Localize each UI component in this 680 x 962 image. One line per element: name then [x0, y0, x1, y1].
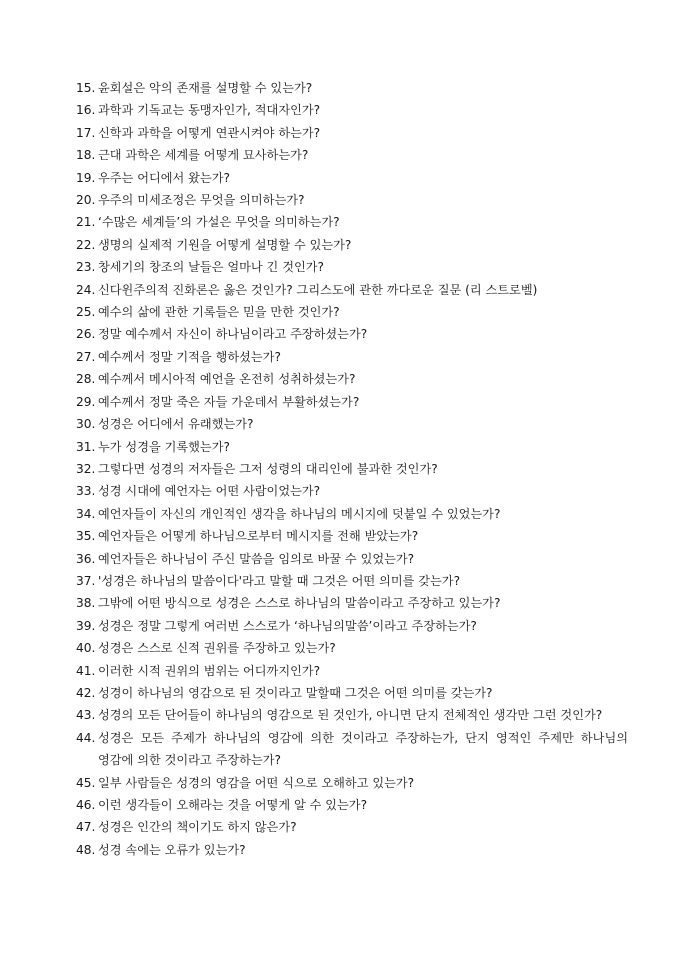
list-item	[76, 839, 628, 861]
question-number: 24.	[76, 282, 96, 297]
question-text: 창세기의 창조의 날들은 얼마나 긴 것인가?	[98, 260, 324, 275]
question-text: 누가 성경을 기록했는가?	[98, 439, 230, 454]
list-item	[76, 727, 628, 772]
list-item	[76, 592, 628, 614]
question-number: 43.	[76, 708, 96, 723]
question-text: 신학과 과학을 어떻게 연관시켜야 하는가?	[98, 125, 321, 140]
list-item	[76, 211, 628, 233]
question-text: 성경은 정말 그렇게 여러번 스스로가 ‘하나님의말씀’이라고 주장하는가?	[98, 618, 477, 633]
list-item	[76, 480, 628, 502]
question-text: 근대 과학은 세계를 어떻게 묘사하는가?	[98, 148, 309, 163]
question-number: 47.	[76, 820, 96, 835]
question-number: 33.	[76, 484, 96, 499]
list-item	[76, 77, 628, 99]
question-text: 성경이 하나님의 영감으로 된 것이라고 말할때 그것은 어떤 의미를 갖는가?	[98, 685, 493, 700]
question-number: 45.	[76, 775, 96, 790]
question-text: 예언자들은 하나님이 주신 말씀을 임의로 바꿀 수 있었는가?	[98, 551, 415, 566]
question-text: 성경의 모든 단어들이 하나님의 영감으로 된 것인가, 아니면 단지 전체적인 생각만 그런 것인가?	[98, 708, 603, 723]
question-text: 성경은 스스로 신적 권위를 주장하고 있는가?	[98, 641, 336, 656]
list-item	[76, 413, 628, 435]
list-item	[76, 256, 628, 278]
question-text: 일부 사람들은 성경의 영감을 어떤 식으로 오해하고 있는가?	[98, 775, 415, 790]
question-number: 38.	[76, 596, 96, 611]
question-number: 22.	[76, 237, 96, 252]
question-number: 15.	[76, 81, 96, 95]
list-item	[76, 682, 628, 704]
question-number: 17.	[76, 125, 96, 140]
question-text: ‘수많은 세계들’의 가설은 무엇을 의미하는가?	[98, 215, 340, 230]
list-item	[76, 99, 628, 121]
question-text: 예언자들이 자신의 개인적인 생각을 하나님의 메시지에 덧붙일 수 있었는가?	[98, 506, 501, 521]
list-item	[76, 144, 628, 166]
question-number: 39.	[76, 618, 96, 633]
question-number: 31.	[76, 439, 96, 454]
list-item	[76, 660, 628, 682]
list-item	[76, 234, 628, 256]
list-item	[76, 122, 628, 144]
list-item	[76, 548, 628, 570]
question-number: 48.	[76, 842, 96, 857]
list-item	[76, 301, 628, 323]
question-text: 그렇다면 성경의 저자들은 그저 성령의 대리인에 불과한 것인가?	[98, 461, 438, 476]
question-number: 16.	[76, 103, 96, 118]
list-item	[76, 167, 628, 189]
question-number: 35.	[76, 529, 96, 544]
question-text: 윤회설은 악의 존재를 설명할 수 있는가?	[98, 81, 313, 95]
question-text: 이러한 시적 권위의 범위는 어디까지인가?	[98, 663, 321, 678]
question-number: 26.	[76, 327, 96, 342]
list-item	[76, 346, 628, 368]
list-item	[76, 458, 628, 480]
question-text: 신다윈주의적 진화론은 옳은 것인가? 그리스도에 관한 까다로운 질문 (리 스트로벨)	[98, 282, 538, 297]
list-item	[76, 570, 628, 592]
question-text: 성경은 어디에서 유래했는가?	[98, 417, 254, 432]
list-item	[76, 503, 628, 525]
question-number: 46.	[76, 798, 96, 812]
list-item	[76, 794, 628, 816]
question-list	[76, 77, 628, 861]
question-number: 34.	[76, 506, 96, 521]
list-item	[76, 615, 628, 637]
question-text: 성경 시대에 예언자는 어떤 사람이었는가?	[98, 484, 321, 499]
question-number: 32.	[76, 461, 96, 476]
question-text: 예수의 삶에 관한 기록들은 믿을 만한 것인가?	[98, 305, 340, 320]
question-text: 정말 예수께서 자신이 하나님이라고 주장하셨는가?	[98, 327, 368, 342]
list-item	[76, 816, 628, 838]
question-number: 41.	[76, 663, 96, 678]
question-text: 생명의 실제적 기원을 어떻게 설명할 수 있는가?	[98, 237, 352, 252]
question-number: 44.	[76, 730, 96, 745]
question-number: 21.	[76, 215, 96, 230]
question-number: 19.	[76, 170, 96, 185]
list-item	[76, 368, 628, 390]
question-text: 예수께서 정말 죽은 자들 가운데서 부활하셨는가?	[98, 394, 360, 409]
question-number: 23.	[76, 260, 96, 275]
question-number: 25.	[76, 305, 96, 320]
question-text: 이런 생각들이 오해라는 것을 어떻게 알 수 있는가?	[98, 798, 368, 812]
question-text: '성경은 하나님의 말씀이다'라고 말할 때 그것은 어떤 의미를 갖는가?	[98, 573, 461, 588]
question-text: 예수께서 메시아적 예언을 온전히 성취하셨는가?	[98, 372, 356, 387]
list-item	[76, 637, 628, 659]
question-number: 28.	[76, 372, 96, 387]
list-item	[76, 391, 628, 413]
list-item	[76, 189, 628, 211]
question-text: 성경 속에는 오류가 있는가?	[98, 842, 246, 857]
question-text: 예언자들은 어떻게 하나님으로부터 메시지를 전해 받았는가?	[98, 529, 419, 544]
question-text: 과학과 기독교는 동맹자인가, 적대자인가?	[98, 103, 321, 118]
question-text: 성경은 인간의 책이기도 하지 않은가?	[98, 820, 297, 835]
list-item	[76, 279, 628, 301]
question-text: 성경은 모든 주제가 하나님의 영감에 의한 것이라고 주장하는가, 단지 영적인 주제만 하나님의 영감에 의한 것이라고 주장하는가?	[98, 730, 628, 768]
question-number: 42.	[76, 685, 96, 700]
question-text: 우주는 어디에서 왔는가?	[98, 170, 230, 185]
question-text: 예수께서 정말 기적을 행하셨는가?	[98, 349, 281, 364]
question-number: 18.	[76, 148, 96, 163]
question-text: 우주의 미세조정은 무엇을 의미하는가?	[98, 193, 305, 208]
list-item	[76, 772, 628, 794]
list-item	[76, 436, 628, 458]
question-number: 29.	[76, 394, 96, 409]
question-number: 36.	[76, 551, 96, 566]
question-number: 30.	[76, 417, 96, 432]
question-number: 40.	[76, 641, 96, 656]
question-number: 27.	[76, 349, 96, 364]
question-text: 그밖에 어떤 방식으로 성경은 스스로 하나님의 말씀이라고 주장하고 있는가?	[98, 596, 501, 611]
list-item	[76, 704, 628, 726]
question-number: 37.	[76, 573, 96, 588]
question-number: 20.	[76, 193, 96, 208]
list-item	[76, 525, 628, 547]
list-item	[76, 323, 628, 345]
